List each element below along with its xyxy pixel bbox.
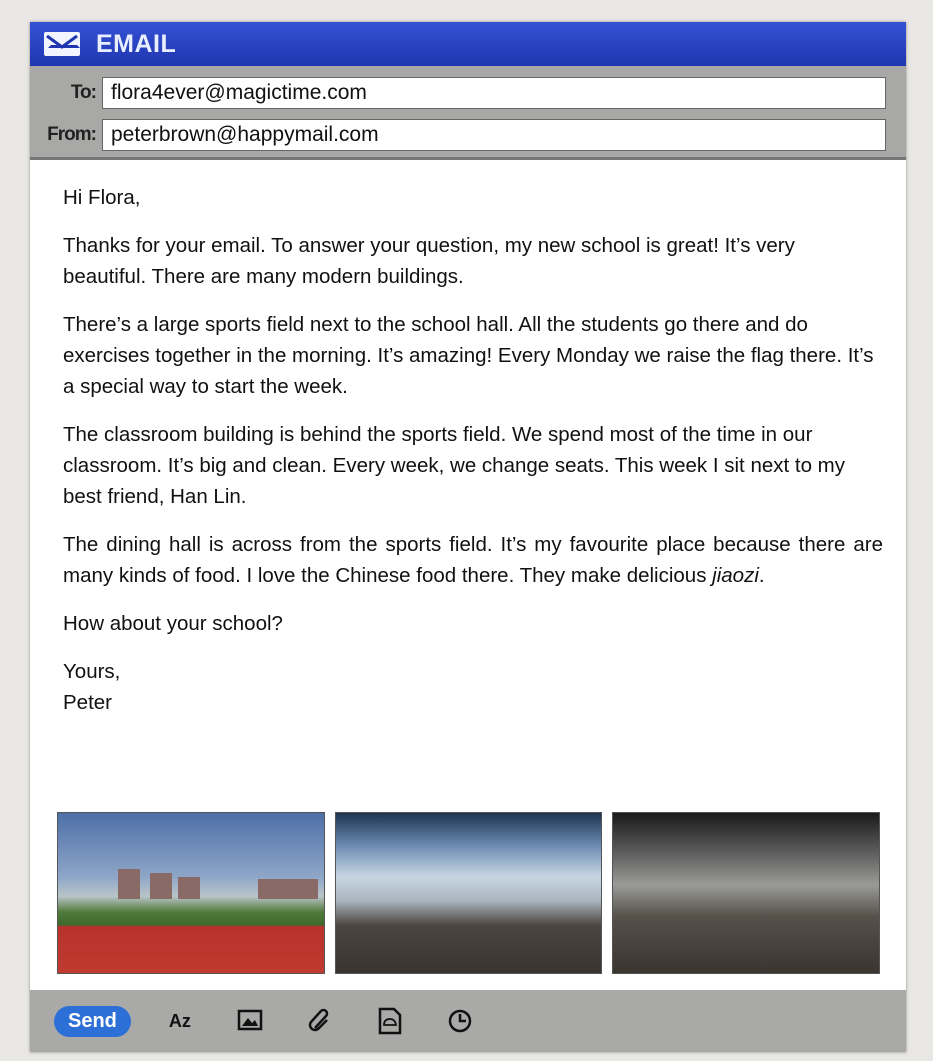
classroom-photo[interactable] [335, 812, 603, 974]
signature: Peter [63, 691, 112, 714]
from-field[interactable]: peterbrown@happymail.com [102, 119, 886, 151]
paragraph: The classroom building is behind the sports field. We spend most of the time in our classroom. It’s big and clean. Every week, we change seats. This week I sit next to my best friend, Han Lin. [63, 423, 846, 508]
to-field[interactable]: flora4ever@magictime.com [102, 77, 886, 109]
dining-hall-photo[interactable] [612, 812, 880, 974]
closing: Yours, [63, 660, 121, 683]
format-icon-text: Az [168, 1010, 191, 1031]
compose-toolbar [30, 990, 906, 1052]
paragraph: Thanks for your email. To answer your question, my new school is great! It’s very beautiful. There are many modern buildings. [63, 234, 795, 288]
paragraph-text: The dining hall is across from the sports field. It’s my favourite place because there are many kinds of food. I love the Chinese food there. They make delicious [63, 533, 883, 587]
title-bar [30, 22, 906, 66]
greeting: Hi Flora, [63, 186, 141, 209]
schedule-clock-icon[interactable] [425, 1008, 495, 1034]
from-label: From: [47, 124, 96, 145]
text-format-icon[interactable] [145, 1011, 215, 1032]
photo-attachments [57, 812, 880, 974]
italic-word: jiaozi [712, 564, 759, 587]
message-body[interactable] [63, 182, 883, 718]
to-label: To: [70, 82, 96, 103]
attachment-icon[interactable] [285, 1008, 355, 1034]
question: How about your school? [63, 612, 283, 635]
header-fields [30, 66, 906, 160]
paragraph-end: . [758, 564, 765, 587]
email-window [30, 22, 906, 1052]
cloud-file-icon[interactable] [355, 1007, 425, 1035]
sports-field-photo[interactable] [57, 812, 325, 974]
envelope-icon [44, 32, 80, 56]
window-title: EMAIL [96, 29, 177, 58]
image-icon[interactable] [215, 1009, 285, 1033]
paragraph [63, 529, 883, 591]
paragraph: There’s a large sports field next to the school hall. All the students go there and do exercises together in the morning. It’s amazing! Every Monday we raise the flag there. It’s a special way to start the week. [63, 313, 874, 398]
send-button[interactable]: Send [54, 1006, 131, 1037]
